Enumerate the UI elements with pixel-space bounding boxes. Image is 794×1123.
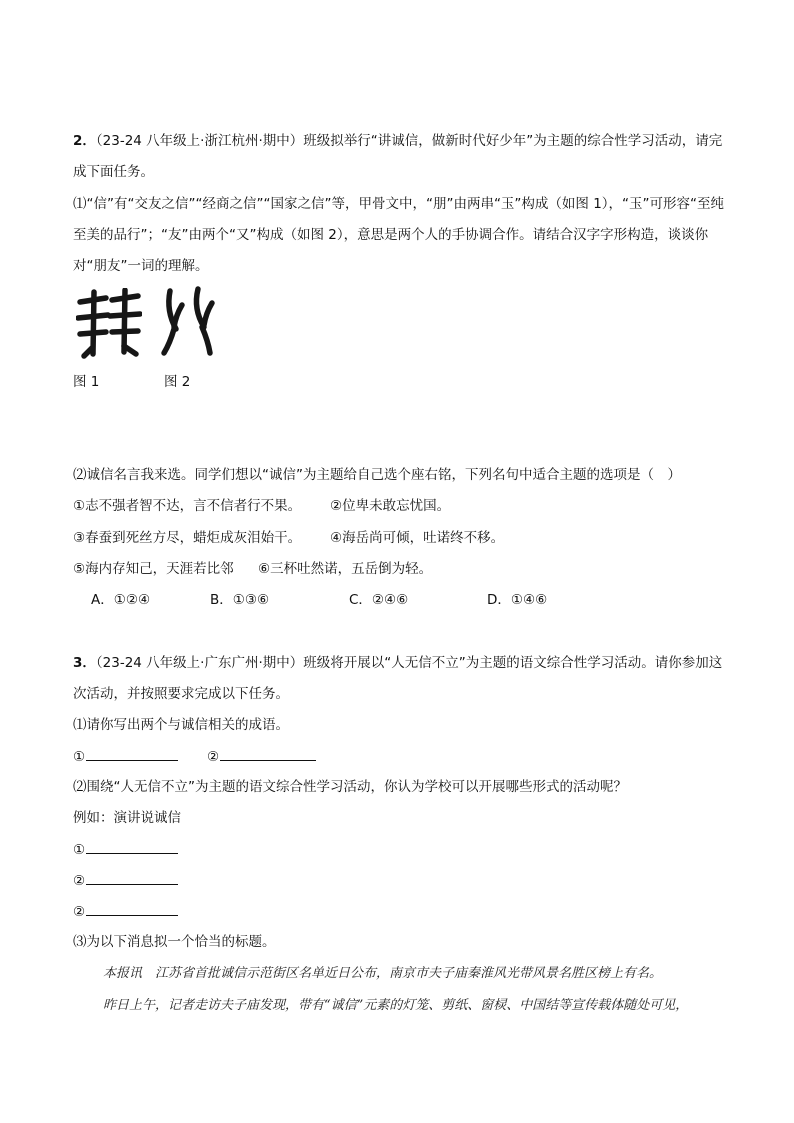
- q3-stem-line1: 班级将开展以“人无信不立”为主题的语文综合性学习活动。请你参加这: [303, 655, 723, 671]
- choice-b[interactable]: B．①③⑥: [210, 592, 270, 608]
- activity-answer-3-blank[interactable]: [86, 901, 178, 916]
- activity-answer-2: [73, 870, 178, 891]
- q2-header: [73, 131, 722, 151]
- choice-c[interactable]: C．②④⑥: [349, 592, 409, 608]
- q2-source: （23-24 八年级上·浙江杭州·期中）: [95, 133, 304, 149]
- choice-a[interactable]: A．①②④: [91, 592, 151, 608]
- q3-part2-prompt: ⑵围绕“人无信不立”为主题的语文综合性学习活动，你认为学校可以开展哪些形式的活动呢？: [73, 779, 627, 795]
- activity-answer-1-label: ①: [73, 842, 86, 858]
- statement-2: ②位卑未敢忘忧国。: [330, 498, 451, 514]
- q3-stem-line2: 次活动，并按照要求完成以下任务。: [73, 686, 289, 702]
- q2-number: 2．: [73, 133, 96, 149]
- news-line-1: 本报讯 江苏省首批诚信示范街区名单近日公布，南京市夫子庙秦淮风光带风景名胜区榜上有名。: [103, 966, 663, 981]
- activity-answer-2-label: ②: [73, 873, 86, 889]
- choice-d[interactable]: D．①④⑥: [487, 592, 548, 608]
- idiom-answer-2-blank[interactable]: [220, 746, 316, 761]
- fig1-caption: 图 1: [73, 374, 100, 390]
- q3-source: （23-24 八年级上·广东广州·期中）: [95, 655, 304, 671]
- activity-answer-3-label: ②: [73, 904, 86, 920]
- fig2-caption: 图 2: [164, 374, 191, 390]
- idiom-answer-2: [207, 746, 316, 767]
- idiom-answer-1-blank[interactable]: [86, 746, 178, 761]
- statement-4: ④海岳尚可倾，吐诺终不移。: [330, 530, 505, 546]
- q2-part1-line3: 对“朋友”一词的理解。: [73, 258, 209, 274]
- idiom-answer-2-label: ②: [207, 749, 220, 765]
- q2-stem-line2: 成下面任务。: [73, 164, 154, 180]
- news-line-2: 昨日上午，记者走访夫子庙发现，带有“诚信”元素的灯笼、剪纸、窗棂、中国结等宣传载体随处可见，: [103, 998, 689, 1013]
- q3-example: 例如：演讲说诚信: [73, 810, 181, 826]
- q3-number: 3．: [73, 655, 96, 671]
- statement-1: ①志不强者智不达，言不信者行不果。: [73, 498, 302, 514]
- q2-part2-prompt: ⑵诚信名言我来选。同学们想以“诚信”为主题给自己选个座右铭，下列名句中适合主题的选项是（ ）: [73, 467, 681, 483]
- q2-stem-line1: 班级拟举行“讲诚信，做新时代好少年”为主题的综合性学习活动，请完: [303, 133, 723, 149]
- activity-answer-3: [73, 901, 178, 922]
- oracle-peng-figure: [76, 288, 142, 360]
- idiom-answer-1: [73, 746, 178, 767]
- q3-part3-prompt: ⑶为以下消息拟一个恰当的标题。: [73, 934, 276, 950]
- q3-part1-prompt: ⑴请你写出两个与诚信相关的成语。: [73, 717, 289, 733]
- oracle-you-figure: [160, 285, 220, 359]
- q2-part1-line1: ⑴“信”有“交友之信”“经商之信”“国家之信”等，甲骨文中，“朋”由两串“玉”构成（如图 1），“玉”可形容“至纯: [73, 196, 725, 212]
- idiom-answer-1-label: ①: [73, 749, 86, 765]
- activity-answer-1-blank[interactable]: [86, 839, 178, 854]
- q2-part1-line2: 至美的品行”；“友”由两个“又”构成（如图 2），意思是两个人的手协调合作。请结合汉字字形构造，谈谈你: [73, 227, 709, 243]
- activity-answer-1: [73, 839, 178, 860]
- statement-3: ③春蚕到死丝方尽，蜡炬成灰泪始干。: [73, 530, 302, 546]
- statement-5: ⑤海内存知己，天涯若比邻: [73, 561, 234, 577]
- activity-answer-2-blank[interactable]: [86, 870, 178, 885]
- q3-header: [73, 653, 722, 673]
- statement-6: ⑥三杯吐然诺，五岳倒为轻。: [258, 561, 433, 577]
